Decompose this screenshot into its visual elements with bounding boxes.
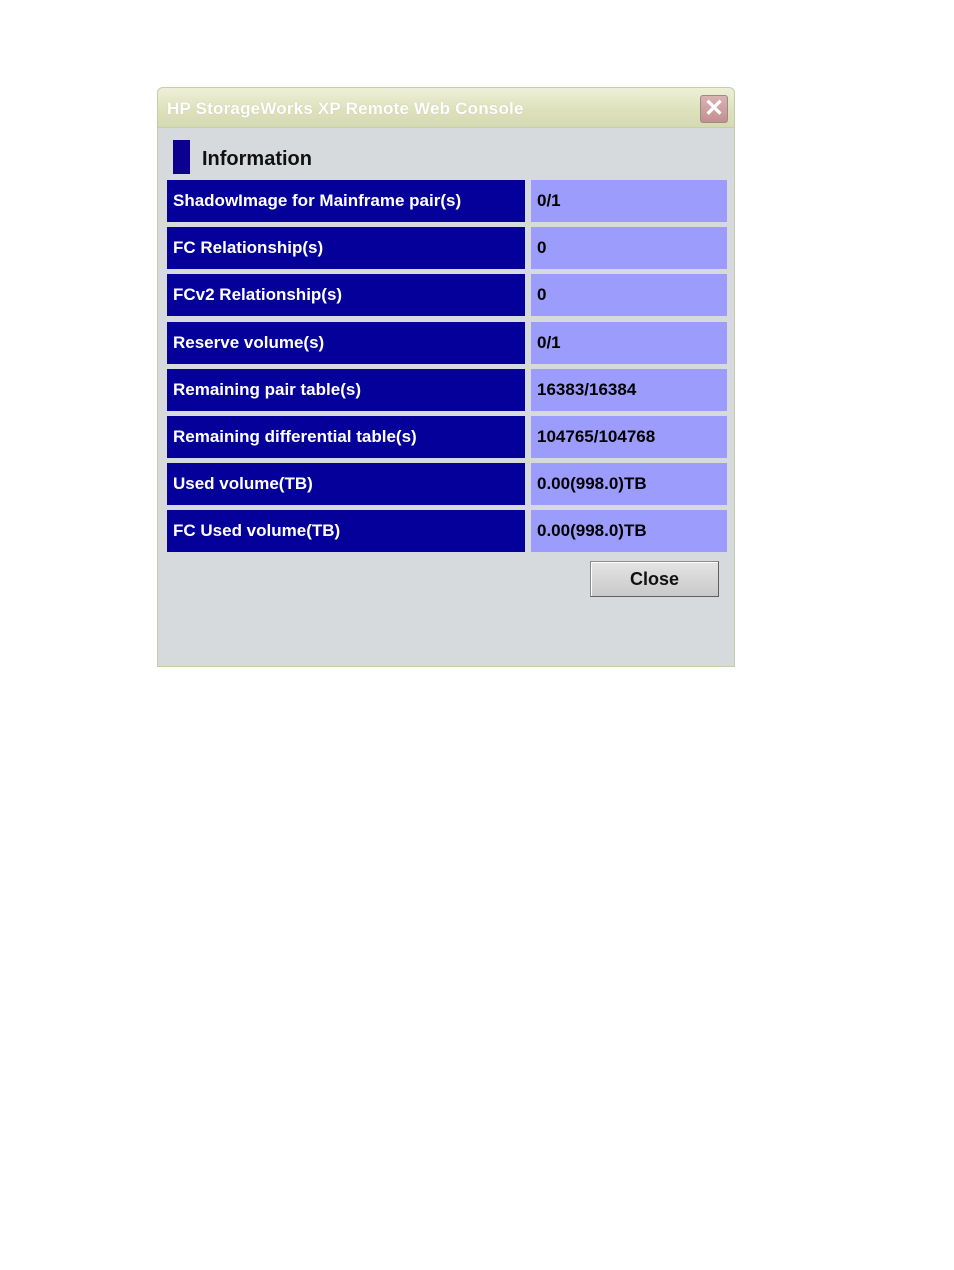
table-row [167, 322, 727, 364]
row-value: 0.00(998.0)TB [531, 510, 727, 552]
section-title: Information [202, 148, 312, 170]
row-label: Remaining pair table(s) [167, 369, 525, 411]
table-row [167, 416, 727, 458]
row-label: ShadowImage for Mainframe pair(s) [167, 180, 525, 222]
row-label: FCv2 Relationship(s) [167, 274, 525, 316]
info-dialog [157, 87, 735, 667]
table-row [167, 227, 727, 269]
row-value: 0/1 [531, 322, 727, 364]
row-value: 0.00(998.0)TB [531, 463, 727, 505]
row-label: Used volume(TB) [167, 463, 525, 505]
row-label: Remaining differential table(s) [167, 416, 525, 458]
row-value: 0 [531, 227, 727, 269]
title-bar[interactable] [158, 88, 734, 128]
table-row [167, 180, 727, 222]
row-label: FC Used volume(TB) [167, 510, 525, 552]
close-button[interactable]: Close [590, 561, 719, 597]
row-value: 0 [531, 274, 727, 316]
table-row [167, 369, 727, 411]
row-value: 0/1 [531, 180, 727, 222]
close-icon[interactable]: ✕ [700, 95, 728, 123]
row-value: 104765/104768 [531, 416, 727, 458]
row-label: FC Relationship(s) [167, 227, 525, 269]
table-row [167, 463, 727, 505]
info-table [167, 180, 727, 558]
table-row [167, 510, 727, 552]
table-row [167, 274, 727, 316]
row-value: 16383/16384 [531, 369, 727, 411]
section-marker [173, 140, 190, 174]
window-title: HP StorageWorks XP Remote Web Console [167, 99, 524, 118]
row-label: Reserve volume(s) [167, 322, 525, 364]
